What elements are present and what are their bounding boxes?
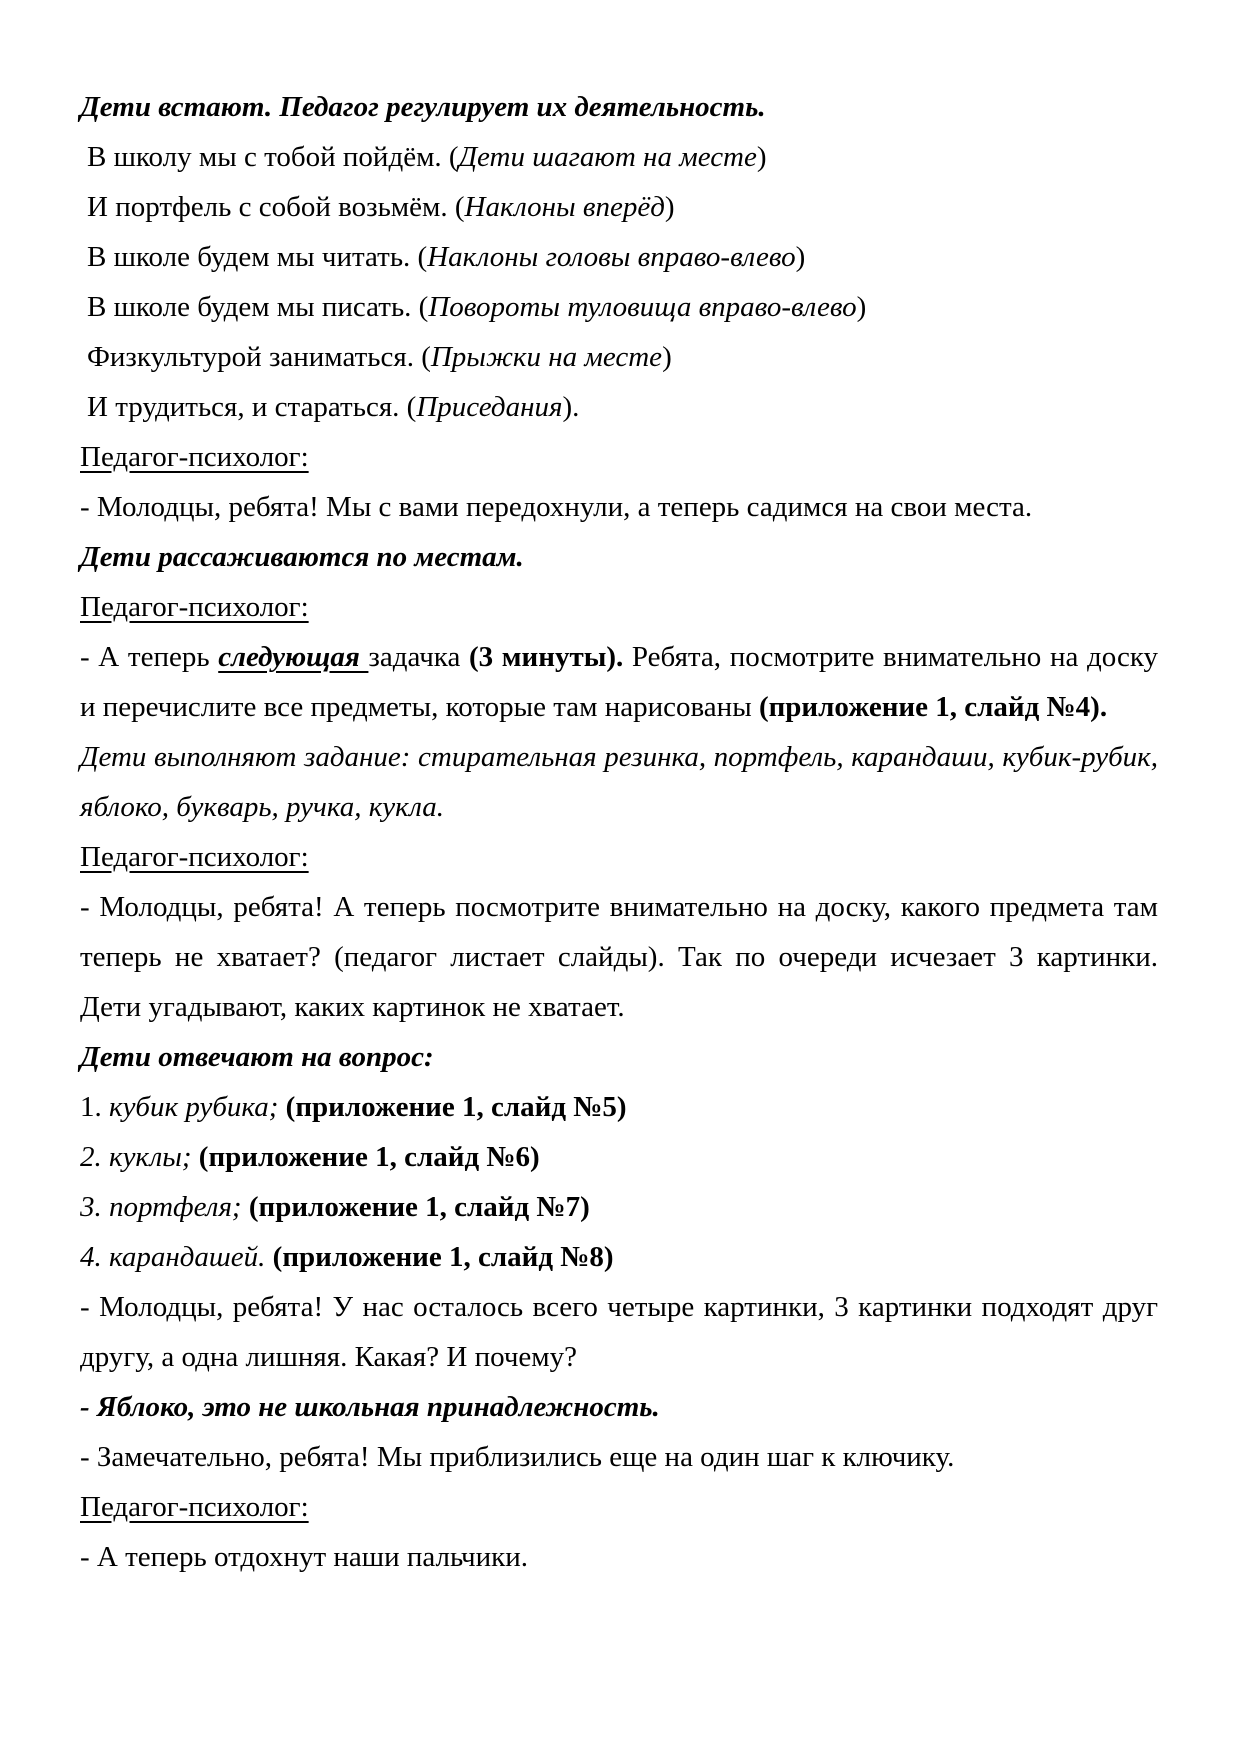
text-run: В школе будем мы читать. ( (87, 241, 428, 273)
text-run: Прыжки на месте (430, 341, 663, 373)
verse-line (80, 282, 1158, 332)
text-run: ) (756, 141, 767, 173)
list-item (80, 1082, 1158, 1132)
verse-line (80, 332, 1158, 382)
text-run: Наклоны вперёд (464, 191, 665, 223)
text-run: Наклоны головы вправо-влево (427, 241, 796, 273)
text-run: И портфель с собой возьмём. ( (87, 191, 465, 223)
document-body (80, 82, 1158, 1582)
text-run: Педагог-психолог: (80, 441, 309, 473)
text-run: следующая (218, 641, 369, 673)
text-run: задачка (368, 641, 469, 673)
text-run: - Яблоко, это не школьная принадлежность. (80, 1391, 660, 1423)
text-run: Ребята, посмотрите внимательно на доску и перечислите все предметы, которые там нарисованы (80, 641, 1159, 723)
text-run: (приложение 1, слайд №8) (272, 1241, 614, 1273)
text-run: 1. (80, 1091, 109, 1123)
dialogue-line (80, 1282, 1158, 1382)
text-run: Дети шагают на месте (458, 141, 757, 173)
speaker-heading (80, 1482, 1158, 1532)
task-paragraph (80, 632, 1158, 732)
dialogue-line (80, 1532, 1158, 1582)
text-run: Дети отвечают на вопрос: (80, 1041, 434, 1073)
text-run: - А теперь (80, 641, 219, 673)
text-run: (приложение 1, слайд №7) (248, 1191, 590, 1223)
text-run: ) (795, 241, 806, 273)
text-run: 3. портфеля; (80, 1191, 249, 1223)
text-run: Физкультурой заниматься. ( (87, 341, 431, 373)
task-paragraph (80, 882, 1158, 1032)
text-run: Повороты туловища вправо-влево (428, 291, 857, 323)
text-run: (приложение 1, слайд №6) (198, 1141, 540, 1173)
stage-direction (80, 1032, 1158, 1082)
verse-line (80, 132, 1158, 182)
text-run: Дети встают. Педагог регулирует их деятельность. (80, 91, 766, 123)
text-run: Педагог-психолог: (80, 591, 309, 623)
dialogue-line (80, 1432, 1158, 1482)
speaker-heading (80, 432, 1158, 482)
text-run: И трудиться, и стараться. ( (87, 391, 417, 423)
text-run: Педагог-психолог: (80, 841, 309, 873)
text-run: Дети рассаживаются по местам. (80, 541, 524, 573)
list-item (80, 1182, 1158, 1232)
stage-direction (80, 732, 1158, 832)
stage-direction (80, 532, 1158, 582)
verse-line (80, 232, 1158, 282)
text-run: 4. карандашей. (80, 1241, 273, 1273)
verse-line (80, 382, 1158, 432)
stage-direction (80, 82, 1158, 132)
text-run: Педагог-психолог: (80, 1491, 309, 1523)
text-run: - А теперь отдохнут наши пальчики. (80, 1541, 528, 1573)
text-run: В школу мы с тобой пойдём. ( (87, 141, 459, 173)
text-run: ) (664, 191, 675, 223)
list-item (80, 1132, 1158, 1182)
verse-line (80, 182, 1158, 232)
text-run: (3 минуты). (468, 641, 624, 673)
text-run: ) (662, 341, 672, 373)
text-run: - Замечательно, ребята! Мы приблизились еще на один шаг к ключику. (80, 1441, 955, 1473)
text-run: (приложение 1, слайд №4). (758, 691, 1108, 723)
speaker-heading (80, 832, 1158, 882)
dialogue-line (80, 482, 1158, 532)
dialogue-answer (80, 1382, 1158, 1432)
text-run: 2. куклы; (80, 1141, 199, 1173)
text-run: В школе будем мы писать. ( (87, 291, 429, 323)
text-run: Приседания (416, 391, 563, 423)
text-run: кубик рубика; (109, 1091, 286, 1123)
speaker-heading (80, 582, 1158, 632)
text-run: (приложение 1, слайд №5) (285, 1091, 627, 1123)
text-run: Дети выполняют задание: стирательная резинка, портфель, карандаши, кубик-рубик, яблоко, букварь, ручка, кукла. (80, 741, 1158, 823)
text-run: - Молодцы, ребята! А теперь посмотрите внимательно на доску, какого предмета там теперь не хватает? (педагог листает слайды). Так по очереди исчезает 3 картинки. Дети угадывают, каких картинок не хватает. (80, 891, 1158, 1023)
text-run: - Молодцы, ребята! У нас осталось всего четыре картинки, 3 картинки подходят друг другу, а одна лишняя. Какая? И почему? (80, 1291, 1158, 1373)
text-run: - Молодцы, ребята! Мы с вами передохнули, а теперь садимся на свои места. (80, 491, 1033, 523)
text-run: ) (856, 291, 867, 323)
list-item (80, 1232, 1158, 1282)
text-run: ). (562, 391, 580, 423)
